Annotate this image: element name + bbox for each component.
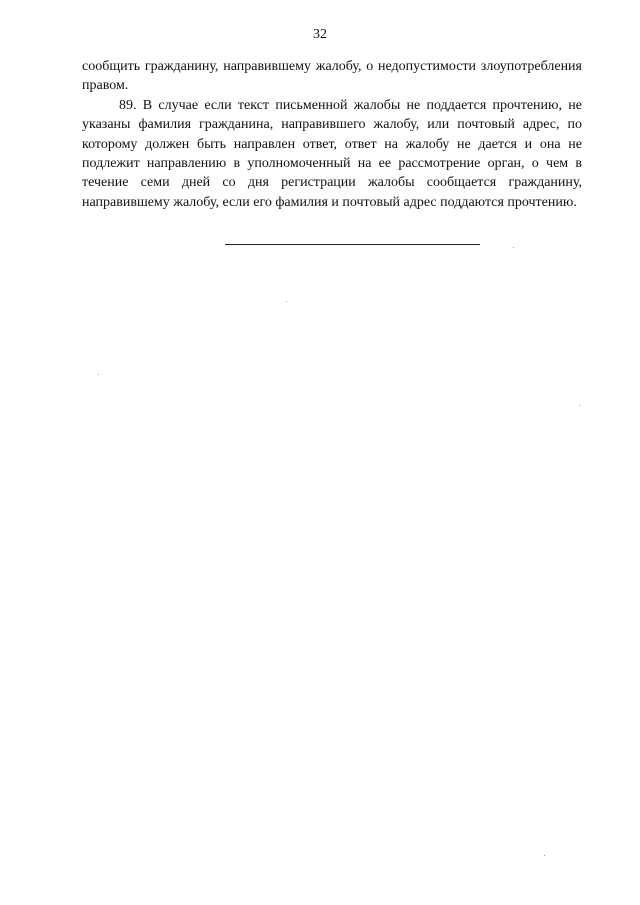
scan-speck (98, 374, 99, 375)
closing-rule (225, 244, 480, 245)
paragraph-continuation: сообщить гражданину, направившему жалобу, о недопустимости злоупотребления правом. (82, 59, 582, 94)
scan-speck (513, 247, 514, 248)
scan-speck (286, 301, 287, 302)
scan-speck (544, 855, 545, 856)
body-text (82, 57, 582, 212)
paragraph-89: 89. В случае если текст письменной жалобы не поддается прочтению, не указаны фамилия гражданина, направившего жалобу, или почтовый адрес, по которому должен быть направлен ответ, ответ на жалобу не дается и она не подлежит направлению в уполномоченный на ее рассмотрение орган, о чем в течение семи дней со дня регистрации жалобы сообщается гражданину, направившему жалобу, если его фамилия и почтовый адрес поддаются прочтению. (82, 97, 582, 210)
page-number: 32 (313, 27, 327, 42)
scan-speck (579, 405, 580, 406)
